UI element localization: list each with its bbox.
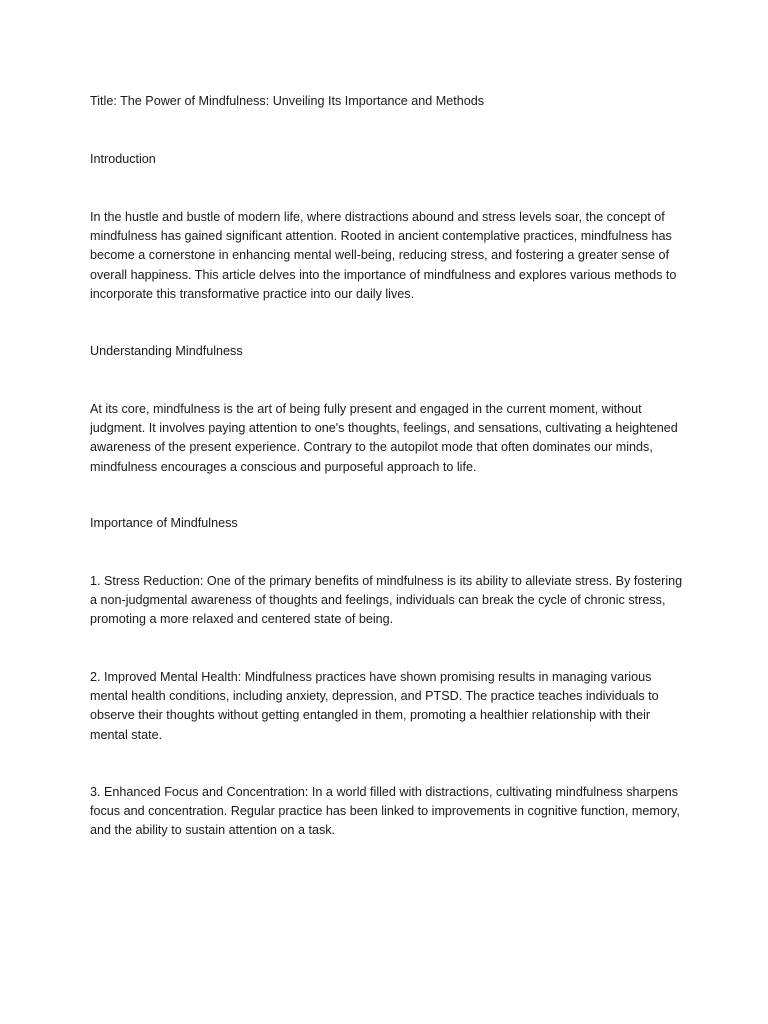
introduction-heading: Introduction (90, 152, 156, 166)
document-title: Title: The Power of Mindfulness: Unveiling Its Importance and Methods (90, 94, 485, 108)
point-stress-reduction: 1. Stress Reduction: One of the primary benefits of mindfulness is its ability to alleviate stress. By fostering a non-judgmental awareness of thoughts and feelings, individuals can break the cycle of chronic stress, promoting a more relaxed and centered state of being. (90, 574, 683, 627)
understanding-paragraph: At its core, mindfulness is the art of being fully present and engaged in the current moment, without judgment. It involves paying attention to one's thoughts, feelings, and sensations, cultivating a heightened awareness of the present experience. Contrary to the autopilot mode that often dominates our minds, mindfulness encourages a conscious and purposeful approach to life. (90, 402, 678, 474)
understanding-heading: Understanding Mindfulness (90, 344, 243, 358)
importance-heading: Importance of Mindfulness (90, 516, 238, 530)
introduction-paragraph: In the hustle and bustle of modern life, where distractions abound and stress levels soar, the concept of mindfulness has gained significant attention. Rooted in ancient contemplative practices, mindfulness has become a cornerstone in enhancing mental well-being, reducing stress, and fostering a greater sense of overall happiness. This article delves into the importance of mindfulness and explores various methods to incorporate this transformative practice into our daily lives. (90, 210, 677, 301)
point-focus-concentration: 3. Enhanced Focus and Concentration: In a world filled with distractions, cultivating mindfulness sharpens focus and concentration. Regular practice has been linked to improvements in cognitive function, memory, and the ability to sustain attention on a task. (90, 785, 680, 838)
point-mental-health: 2. Improved Mental Health: Mindfulness practices have shown promising results in managing various mental health conditions, including anxiety, depression, and PTSD. The practice teaches individuals to observe their thoughts without getting entangled in them, promoting a healthier relationship with their mental state. (90, 670, 659, 742)
